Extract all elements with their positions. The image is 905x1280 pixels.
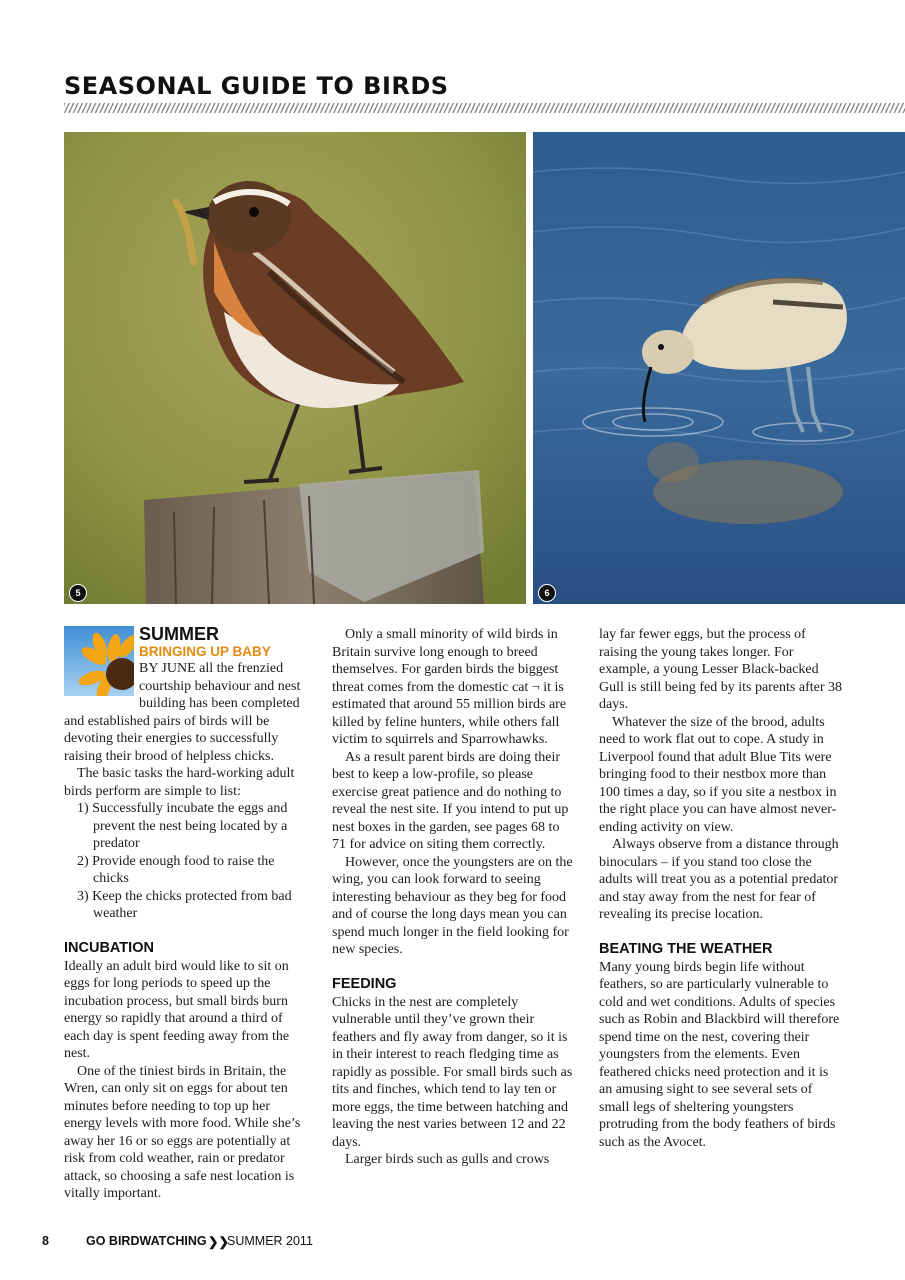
photo-badge: 5 [69,584,87,602]
section-subtitle: BRINGING UP BABY [139,644,271,659]
beating-the-weather-heading: BEATING THE WEATHER [599,941,773,957]
paragraph: Whatever the size of the brood, adults need to work flat out to cope. A study in Liverpool found that adult Blue Tits were bringing food to their nestbox more than 100 times a day, so if you site a nestbox in the right place you can have almost never-ending activity on view. [599,714,837,835]
section-title: SUMMER [139,624,219,644]
paragraph: Chicks in the nest are completely vulnerable until they’ve grown their feathers and fly away from danger, so it is in their interest to reach fledging time as rapidly as possible. For small birds such as tits and finches, which tend to lay ten or more eggs, the time between hatching and leaving the nest varies between 12 and 22 days. [332,994,573,1150]
list-item: 2) Provide enough food to raise the chicks [77,853,275,886]
paragraph: Ideally an adult bird would like to sit on eggs for long periods to speed up the incubation process, but small birds burn energy so rapidly that around a third of each day is spent feeding away from the nest. [64,958,290,1061]
feeding-heading: FEEDING [332,976,397,992]
issue-label: SUMMER 2011 [227,1234,313,1248]
sunflower-icon [64,626,134,696]
paragraph: The basic tasks the hard-working adult birds perform are simple to list: [64,766,295,799]
paragraph: However, once the youngsters are on the wing, you can look forward to seeing interesting behaviour as they beg for food and of course the long days mean you can spend much longer in the field looking for new species. [332,854,573,957]
list-item: 1) Successfully incubate the eggs and prevent the nest being located by a predator [77,801,288,851]
paragraph: Only a small minority of wild birds in Britain survive long enough to breed themselves. For garden birds the biggest threat comes from the domestic cat ¬ it is estimated that around 55 million birds are killed by feline hunters, while others fall victim to squirrels and Sparrowhawks. [332,627,567,747]
photo-badge: 6 [538,584,556,602]
paragraph: Many young birds begin life without feathers, so are particularly vulnerable to cold and wet conditions. Adults of species such as Robin and Blackbird will therefore spend time on the nest, covering their youngsters from the elements. Even feathered chicks need protection and it is an amusing sight to see several sets of small legs of sheltering youngsters protruding from the body feathers of birds such as the Avocet. [599,959,840,1150]
paragraph: Always observe from a distance through binoculars – if you stand too close the adults will treat you as a potential predator and stay away from the nest for fear of revealing its precise location. [599,837,839,922]
text-column-3 [599,626,843,1151]
page-title: SEASONAL GUIDE TO BIRDS [64,72,449,100]
photo-avocet-chick [533,132,905,604]
list-item: 3) Keep the chicks protected from bad weather [77,888,292,921]
intro-paragraph: BY JUNE all the frenzied courtship behaviour and nest building has been completed and established pairs of birds will be devoting their energies to successfully raising their brood of helpless chicks. [64,661,301,764]
incubation-heading: INCUBATION [64,940,154,956]
text-column-2 [332,626,576,1169]
task-list [64,800,308,923]
photo-whinchat [64,132,526,604]
paragraph: lay far fewer eggs, but the process of raising the young takes longer. For example, a young Lesser Black-backed Gull is still being fed by its parents after 38 days. [599,627,843,712]
page-number: 8 [42,1234,49,1248]
title-hatch-rule [64,103,905,113]
magazine-name: GO BIRDWATCHING [86,1234,207,1248]
paragraph: As a result parent birds are doing their best to keep a low-profile, so please exercise great patience and do nothing to reveal the nest site. If you intend to put up nest boxes in the garden, see pages 68 to 71 for advice on siting them correctly. [332,749,569,852]
text-column-1 [64,626,308,1203]
paragraph: Larger birds such as gulls and crows [345,1152,550,1167]
paragraph: One of the tiniest birds in Britain, the Wren, can only sit on eggs for about ten minutes before needing to top up her energy levels with more food. While she’s away her 16 or so eggs are potentially at risk from cold weather, rain or predator attack, so choosing a safe nest location is vitally important. [64,1063,301,1201]
double-chevron-icon: ❯❯ [208,1235,229,1249]
